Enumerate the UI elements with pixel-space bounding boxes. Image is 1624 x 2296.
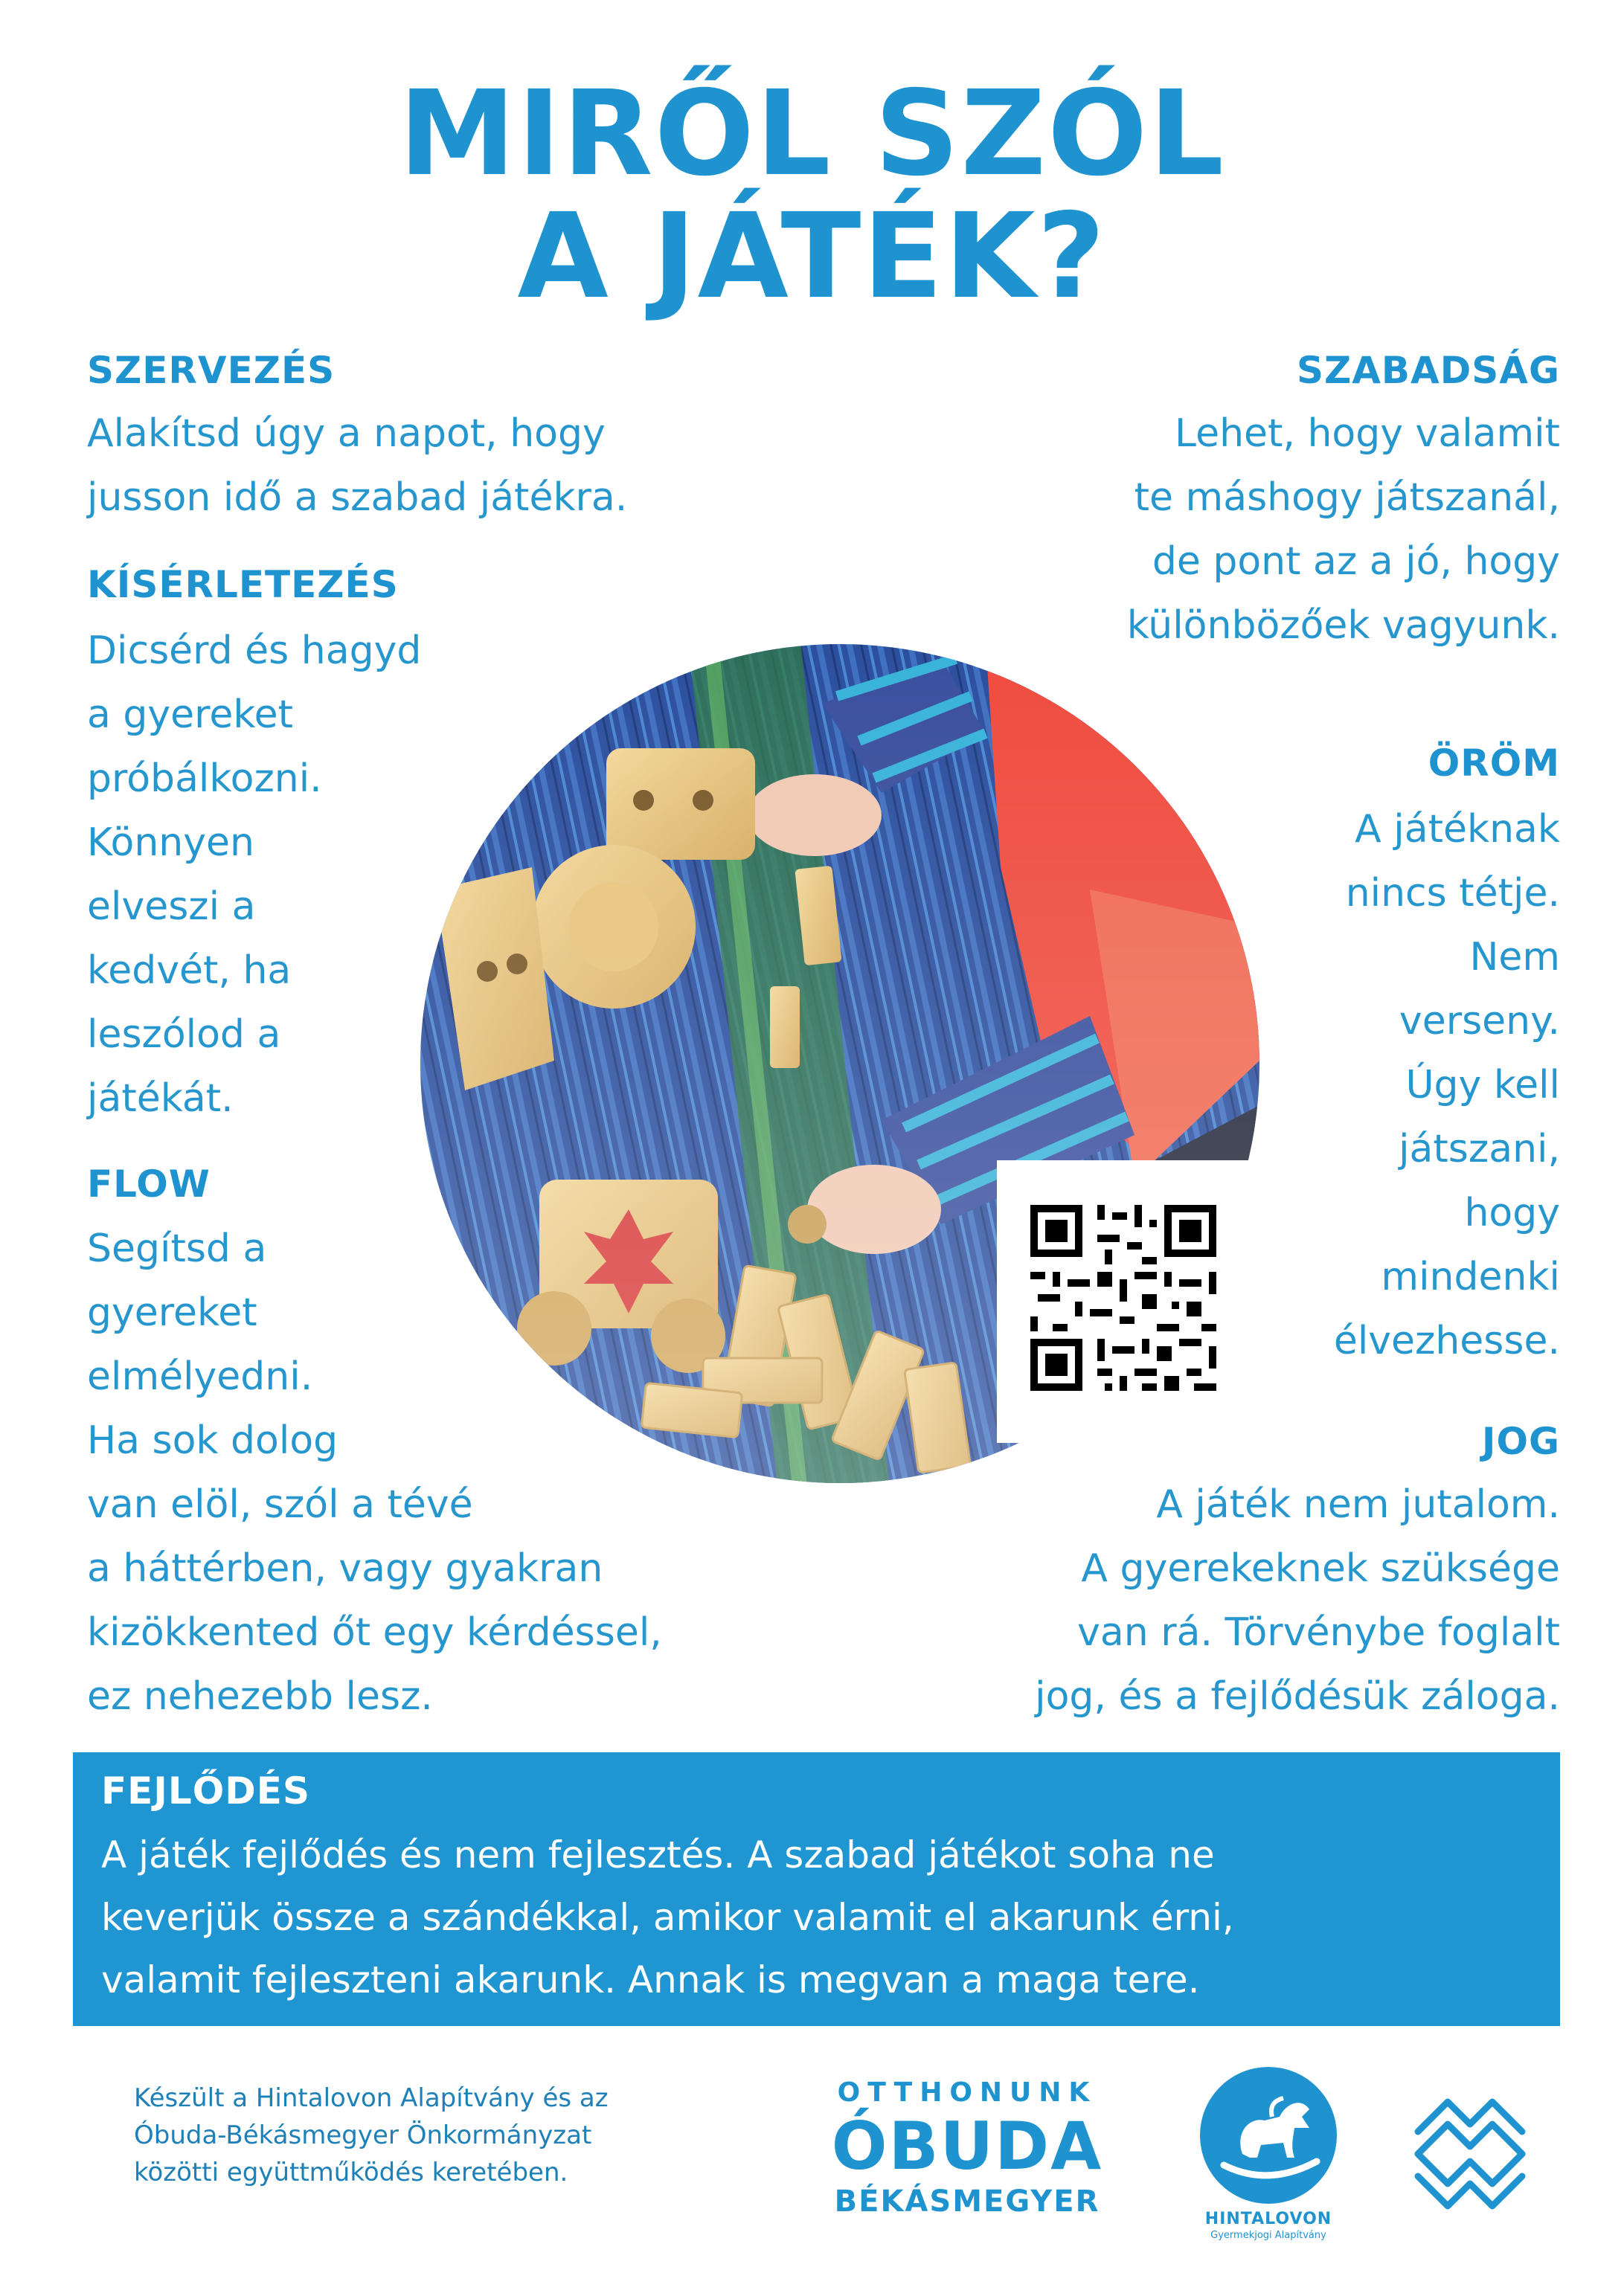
text-szervezes xyxy=(87,402,627,530)
heading-flow: FLOW xyxy=(87,1163,211,1206)
text-line: Segítsd a xyxy=(87,1226,267,1271)
text-line: van elöl, szól a tévé xyxy=(87,1482,473,1527)
text-line: verseny. xyxy=(1399,999,1560,1044)
qr-code[interactable] xyxy=(997,1160,1250,1443)
heading-orom: ÖRÖM xyxy=(1428,742,1560,785)
text-line: gyereket xyxy=(87,1290,257,1335)
logo-obuda-bottom: BÉKÁSMEGYER xyxy=(834,2184,1100,2219)
text-kiserletezes xyxy=(87,619,421,1131)
rocking-horse-icon xyxy=(1198,2065,1339,2206)
text-line: Alakítsd úgy a napot, hogy xyxy=(87,411,606,456)
text-line: de pont az a jó, hogy xyxy=(1152,539,1560,584)
logo-hintalovon-subtitle: Gyermekjogi Alapítvány xyxy=(1210,2230,1326,2241)
text-line: te máshogy játszanál, xyxy=(1134,475,1560,520)
footer-credit xyxy=(134,2080,609,2191)
text-line: nincs tétje. xyxy=(1345,871,1560,916)
footer-credit-line: Óbuda-Békásmegyer Önkormányzat xyxy=(134,2120,592,2150)
text-line: leszólod a xyxy=(87,1012,281,1057)
text-line: jog, és a fejlődésük záloga. xyxy=(1035,1674,1560,1719)
text-line: kizökkented őt egy kérdéssel, xyxy=(87,1610,662,1655)
text-line: játékát. xyxy=(87,1076,234,1121)
heading-szervezes: SZERVEZÉS xyxy=(87,349,336,392)
footer-credit-line: Készült a Hintalovon Alapítvány és az xyxy=(134,2083,609,2113)
logo-obuda-top: OTTHONUNK xyxy=(837,2077,1097,2108)
text-line: a háttérben, vagy gyakran xyxy=(87,1546,603,1591)
text-line: próbálkozni. xyxy=(87,756,322,801)
text-line: játszani, xyxy=(1399,1127,1560,1171)
logo-obuda-bekasmegyer xyxy=(818,2075,1116,2224)
text-line: van rá. Törvénybe foglalt xyxy=(1077,1610,1560,1655)
text-szabadsag xyxy=(1127,402,1560,657)
text-line: mindenki xyxy=(1381,1255,1560,1299)
page-title-line-1: MIRŐL SZÓL xyxy=(398,65,1226,202)
heading-kiserletezes: KÍSÉRLETEZÉS xyxy=(87,563,399,606)
text-line: jusson idő a szabad játékra. xyxy=(87,475,628,520)
footer-credit-line: közötti együttműködés keretében. xyxy=(134,2158,568,2187)
text-line: Ha sok dolog xyxy=(87,1418,338,1463)
text-line: Nem xyxy=(1469,935,1560,980)
text-line: élvezhesse. xyxy=(1333,1319,1560,1363)
logo-hintalovon-name: HINTALOVON xyxy=(1204,2210,1332,2228)
emblem-icon xyxy=(1396,2080,1544,2228)
text-line: Lehet, hogy valamit xyxy=(1175,411,1560,456)
logo-hintalovon xyxy=(1190,2065,1347,2258)
text-jog xyxy=(1035,1473,1560,1729)
heading-jog: JOG xyxy=(1481,1420,1560,1463)
text-line: kedvét, ha xyxy=(87,948,292,993)
text-line: A gyerekeknek szüksége xyxy=(1081,1546,1560,1591)
page-title-line-2: A JÁTÉK? xyxy=(517,188,1107,325)
text-line: Könnyen xyxy=(87,820,254,865)
heading-szabadsag: SZABADSÁG xyxy=(1296,349,1560,392)
text-line: A játék nem jutalom. xyxy=(1156,1482,1560,1527)
text-line: hogy xyxy=(1464,1191,1560,1235)
qr-code-icon xyxy=(997,1160,1250,1443)
text-line: ez nehezebb lesz. xyxy=(87,1674,433,1719)
heading-fejlodes: FEJLŐDÉS xyxy=(101,1769,310,1813)
text-line: valamit fejleszteni akarunk. Annak is megvan a maga tere. xyxy=(101,1958,1200,2001)
text-fejlodes xyxy=(101,1824,1234,2011)
logo-obuda-middle: ÓBUDA xyxy=(831,2108,1103,2184)
text-line: különbözőek vagyunk. xyxy=(1126,603,1560,648)
text-line: elmélyedni. xyxy=(87,1354,313,1399)
text-line: a gyereket xyxy=(87,692,294,737)
text-line: Dicsérd és hagyd xyxy=(87,628,422,673)
fejlodes-banner xyxy=(73,1752,1560,2026)
logo-emblem xyxy=(1396,2080,1544,2228)
text-line: Úgy kell xyxy=(1405,1063,1560,1107)
text-line: elveszi a xyxy=(87,884,256,929)
text-line: A játék fejlődés és nem fejlesztés. A szabad játékot soha ne xyxy=(101,1833,1215,1877)
text-orom xyxy=(1334,797,1560,1373)
text-line: A játéknak xyxy=(1355,807,1560,852)
text-line: keverjük össze a szándékkal, amikor valamit el akarunk érni, xyxy=(101,1896,1234,1939)
